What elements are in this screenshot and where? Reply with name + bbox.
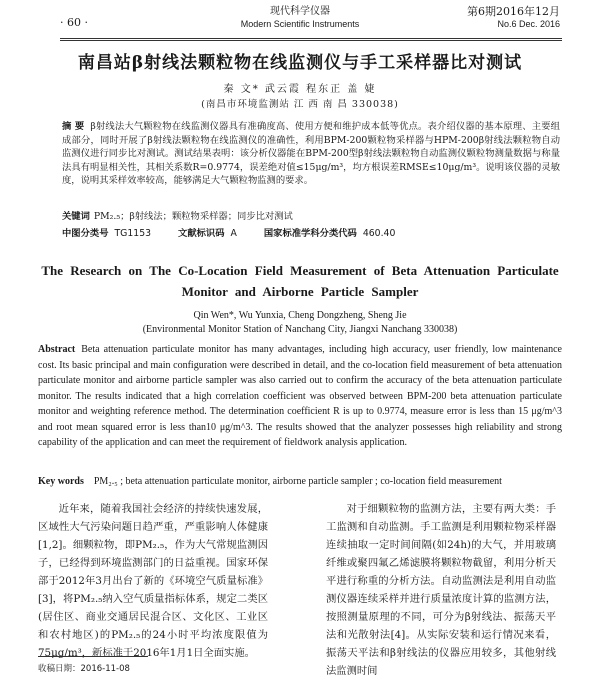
header-rule-thin: [60, 40, 562, 41]
abstract-cn-text: β射线法大气颗粒物在线监测仪器具有准确度高、使用方便和维护成本低等优点。表介绍仪器的基本原理、主要组成部分，同时开展了β射线法颗粒物在线监测仪的准确性，利用BPM-200颗粒物采样器与HPM-200β射线法颗粒物自动监测仪进行同步比对测试。测试结果表明：该分析仪器能在BPM-200型β射线法颗粒物自动监测仪颗粒物测量数据与称量法具有明显相关性，其相关系数R=0.9774，误差绝对值≤15μg/m³，均方根误差RMSE≤10μg/m³。说明该仪器的灵敏度，说明其采样效率较高，能够满足大气颗粒物监测的要求。: [62, 121, 560, 186]
classification-line: [62, 225, 560, 239]
keywords-en-text: PM₂.₅ ; beta attenuation particulate monitor, airborne particle sampler ; co-location field measurement: [93, 476, 502, 487]
keywords-cn: [62, 208, 560, 222]
page-number: · 60 ·: [60, 16, 88, 29]
journal-name-en: Modern Scientific Instruments: [240, 19, 360, 29]
keywords-en-label: Key words: [38, 476, 84, 487]
body-left-column: [38, 500, 268, 662]
title-cn: 南昌站β射线法颗粒物在线监测仪与手工采样器比对测试: [77, 53, 523, 73]
keywords-cn-text: PM₂.₅；β射线法；颗粒物采样器；同步比对测试: [93, 211, 293, 222]
issue-en: No.6 Dec. 2016: [497, 19, 560, 29]
journal-name-cn: 现代科学仪器: [270, 6, 330, 17]
abstract-en-label: Abstract: [38, 344, 76, 355]
abstract-cn-label: 摘 要: [62, 121, 85, 132]
body-paragraph-left: 近年来，随着我国社会经济的持续快速发展，区域性大气污染问题日趋严重，严重影响人体健康[1,2]。细颗粒物，即PM₂.₅，作为大气常规监测因子，已经得到环境监测部门的日益重视。国家环保部于2012年3月出台了新的《环境空气质量标准》[3]，将PM₂.₅纳入空气质量指标体系，规定二类区(居住区、商业交通居民混合区、文化区、工业区和农村地区)的PM₂.₅的24小时平均浓度限值为75μg/m³，新标准于2016年1月1日全面实施。: [38, 503, 268, 659]
clc-label: 中图分类号: [62, 228, 109, 239]
abstract-cn: [62, 120, 560, 188]
abstract-en-text: Beta attenuation particulate monitor has many advantages, including high accuracy, user friendly, low maintenance cost. Its basic principal and main configuration were described in detail, and the co-location field measurement of beta attenuation particulate monitor and airborne particle sampler was also carried out to confirm the accuracy of the beta attenuation particulate monitor. The results indicated that a high correlation coefficient was observed between BPM-200 beta attenuation particulate monitor and weighting reference method. The determination coefficient R is up to 0.9774, measure error is less than 15 μg/m^3 and root mean squared error is less than10 μg/m^3. The results showed that the analyzer possesses high reliability and strong capability of the application and can meet the requirement of fieldwork analysis application.: [38, 344, 562, 448]
clc-code: TG1153: [114, 228, 152, 239]
authors-en: Qin Wen*, Wu Yunxia, Cheng Dongzheng, Sheng Jie: [193, 310, 407, 321]
affiliation-cn: (南昌市环境监测站 江 西 南 昌 330038): [201, 99, 399, 110]
affiliation-en: (Environmental Monitor Station of Nanchang City, Jiangxi Nanchang 330038): [142, 324, 458, 335]
keywords-cn-label: 关键词: [62, 211, 90, 222]
abstract-en: [38, 342, 562, 451]
header-rule: [60, 38, 562, 39]
issue-cn: 第6期2016年12月: [467, 5, 560, 18]
body-right-column: [326, 500, 556, 680]
keywords-en: [38, 476, 562, 487]
doc-code-label: 文献标识码: [178, 228, 225, 239]
issue-info: [467, 6, 560, 30]
subject-code-label: 国家标准学科分类代码: [263, 228, 357, 239]
subject-code: 460.40: [362, 228, 396, 239]
received-date: 收稿日期：2016-11-08: [38, 664, 130, 674]
authors-cn: 秦 文* 武云霞 程东正 盖 婕: [223, 84, 377, 95]
page-header: [0, 4, 600, 38]
doc-code: A: [230, 228, 237, 239]
journal-name: [200, 6, 400, 30]
title-en: The Research on The Co-Location Field Measurement of Beta Attenuation Particulate Monitor and Airborne Particle Sampler: [41, 263, 559, 299]
footnote-rule: [38, 656, 148, 657]
body-paragraph-right: 对于细颗粒物的监测方法，主要有两大类：手工监测和自动监测。手工监测是利用颗粒物采样器连续抽取一定时间间隔(如24h)的大气，并用玻璃纤维或聚四氟乙烯滤膜将颗粒物截留，利用分析天平进行称重的分析方法。自动监测法是利用自动监测仪器连续采样并进行质量浓度计算的监测方法，按照测量原理的不同，可分为β射线法、振荡天平法和光散射法[4]。从实际安装和运行情况来看，振荡天平法和β射线法的仪器应用较多，其他射线法监测时间: [326, 503, 556, 677]
